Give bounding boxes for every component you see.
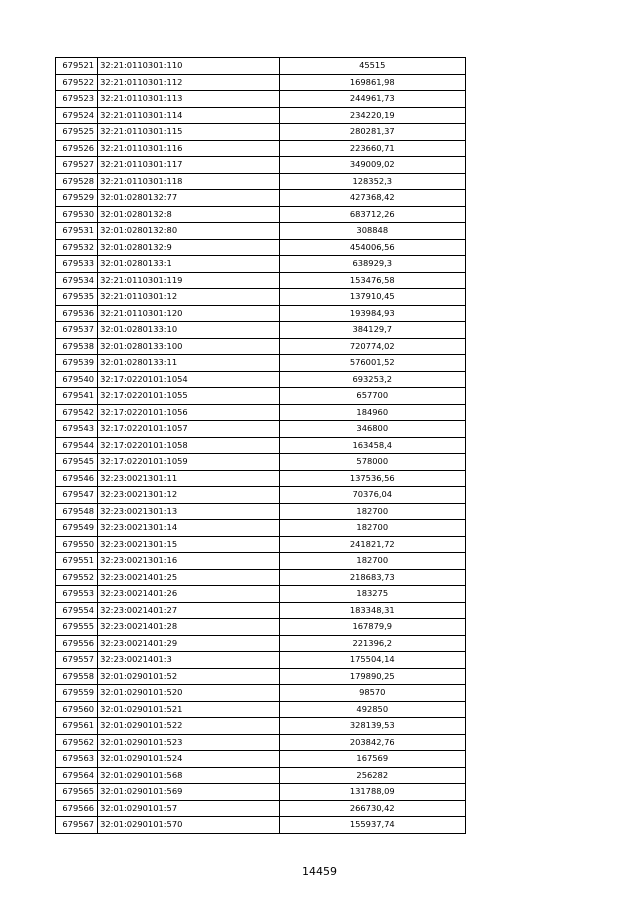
cadastral-number-cell: 32:01:0280133:100 <box>98 338 279 355</box>
table-row <box>56 454 466 471</box>
table-row <box>56 817 466 834</box>
table-row <box>56 223 466 240</box>
cadastral-number-cell: 32:23:0021301:11 <box>98 470 279 487</box>
cadastral-number-cell: 32:01:0290101:522 <box>98 718 279 735</box>
row-number-cell: 679561 <box>56 718 98 735</box>
row-number-cell: 679548 <box>56 503 98 520</box>
cadastral-value-cell: 427368,42 <box>279 190 465 207</box>
cadastral-number-cell: 32:17:0220101:1054 <box>98 371 279 388</box>
row-number-cell: 679536 <box>56 305 98 322</box>
cadastral-value-cell: 182700 <box>279 553 465 570</box>
cadastral-number-cell: 32:21:0110301:120 <box>98 305 279 322</box>
cadastral-number-cell: 32:23:0021301:15 <box>98 536 279 553</box>
row-number-cell: 679541 <box>56 388 98 405</box>
cadastral-number-cell: 32:23:0021401:25 <box>98 569 279 586</box>
cadastral-number-cell: 32:23:0021401:26 <box>98 586 279 603</box>
row-number-cell: 679521 <box>56 58 98 75</box>
row-number-cell: 679542 <box>56 404 98 421</box>
row-number-cell: 679522 <box>56 74 98 91</box>
cadastral-number-cell: 32:23:0021401:27 <box>98 602 279 619</box>
cadastral-value-cell: 492850 <box>279 701 465 718</box>
row-number-cell: 679549 <box>56 520 98 537</box>
row-number-cell: 679532 <box>56 239 98 256</box>
cadastral-number-cell: 32:23:0021401:28 <box>98 619 279 636</box>
row-number-cell: 679562 <box>56 734 98 751</box>
cadastral-number-cell: 32:17:0220101:1056 <box>98 404 279 421</box>
cadastral-value-cell: 155937,74 <box>279 817 465 834</box>
row-number-cell: 679567 <box>56 817 98 834</box>
table-row <box>56 124 466 141</box>
cadastral-number-cell: 32:01:0290101:570 <box>98 817 279 834</box>
cadastral-value-cell: 221396,2 <box>279 635 465 652</box>
cadastral-number-cell: 32:21:0110301:119 <box>98 272 279 289</box>
row-number-cell: 679534 <box>56 272 98 289</box>
cadastral-value-cell: 169861,98 <box>279 74 465 91</box>
table-row <box>56 652 466 669</box>
table-row <box>56 553 466 570</box>
cadastral-value-cell: 638929,3 <box>279 256 465 273</box>
table-row <box>56 487 466 504</box>
table-row <box>56 289 466 306</box>
cadastral-value-cell: 218683,73 <box>279 569 465 586</box>
table-row <box>56 503 466 520</box>
cadastral-value-cell: 576001,52 <box>279 355 465 372</box>
row-number-cell: 679552 <box>56 569 98 586</box>
cadastral-number-cell: 32:17:0220101:1059 <box>98 454 279 471</box>
cadastral-value-cell: 193984,93 <box>279 305 465 322</box>
table-row <box>56 800 466 817</box>
cadastral-value-cell: 70376,04 <box>279 487 465 504</box>
cadastral-number-cell: 32:01:0290101:523 <box>98 734 279 751</box>
table-row <box>56 338 466 355</box>
cadastral-number-cell: 32:01:0280133:1 <box>98 256 279 273</box>
table-row <box>56 305 466 322</box>
cadastral-number-cell: 32:01:0290101:520 <box>98 685 279 702</box>
table-row <box>56 190 466 207</box>
row-number-cell: 679531 <box>56 223 98 240</box>
cadastral-number-cell: 32:21:0110301:113 <box>98 91 279 108</box>
row-number-cell: 679546 <box>56 470 98 487</box>
row-number-cell: 679560 <box>56 701 98 718</box>
table-row <box>56 536 466 553</box>
cadastral-value-cell: 184960 <box>279 404 465 421</box>
row-number-cell: 679556 <box>56 635 98 652</box>
row-number-cell: 679555 <box>56 619 98 636</box>
table-row <box>56 734 466 751</box>
table-row <box>56 256 466 273</box>
table-row <box>56 767 466 784</box>
cadastral-number-cell: 32:01:0290101:521 <box>98 701 279 718</box>
cadastral-number-cell: 32:01:0280133:10 <box>98 322 279 339</box>
table-body <box>56 58 466 834</box>
cadastral-number-cell: 32:21:0110301:12 <box>98 289 279 306</box>
cadastral-number-cell: 32:01:0290101:52 <box>98 668 279 685</box>
row-number-cell: 679547 <box>56 487 98 504</box>
row-number-cell: 679554 <box>56 602 98 619</box>
table-row <box>56 701 466 718</box>
table-row <box>56 157 466 174</box>
cadastral-value-cell: 223660,71 <box>279 140 465 157</box>
cadastral-number-cell: 32:23:0021301:13 <box>98 503 279 520</box>
cadastral-number-cell: 32:01:0280132:77 <box>98 190 279 207</box>
cadastral-number-cell: 32:21:0110301:110 <box>98 58 279 75</box>
cadastral-value-cell: 683712,26 <box>279 206 465 223</box>
cadastral-number-cell: 32:01:0290101:57 <box>98 800 279 817</box>
cadastral-value-cell: 578000 <box>279 454 465 471</box>
cadastral-value-cell: 45515 <box>279 58 465 75</box>
table-row <box>56 239 466 256</box>
row-number-cell: 679528 <box>56 173 98 190</box>
cadastral-number-cell: 32:01:0280133:11 <box>98 355 279 372</box>
cadastral-value-cell: 153476,58 <box>279 272 465 289</box>
row-number-cell: 679530 <box>56 206 98 223</box>
table-row <box>56 388 466 405</box>
row-number-cell: 679538 <box>56 338 98 355</box>
row-number-cell: 679527 <box>56 157 98 174</box>
cadastral-number-cell: 32:01:0290101:524 <box>98 751 279 768</box>
row-number-cell: 679525 <box>56 124 98 141</box>
row-number-cell: 679557 <box>56 652 98 669</box>
table-row <box>56 685 466 702</box>
cadastral-number-cell: 32:23:0021401:3 <box>98 652 279 669</box>
cadastral-value-cell: 183348,31 <box>279 602 465 619</box>
row-number-cell: 679529 <box>56 190 98 207</box>
cadastral-number-cell: 32:21:0110301:114 <box>98 107 279 124</box>
cadastral-value-cell: 182700 <box>279 503 465 520</box>
table-row <box>56 520 466 537</box>
cadastral-number-cell: 32:21:0110301:117 <box>98 157 279 174</box>
cadastral-value-cell: 183275 <box>279 586 465 603</box>
row-number-cell: 679566 <box>56 800 98 817</box>
cadastral-value-cell: 328139,53 <box>279 718 465 735</box>
cadastral-value-cell: 454006,56 <box>279 239 465 256</box>
row-number-cell: 679565 <box>56 784 98 801</box>
row-number-cell: 679545 <box>56 454 98 471</box>
cadastral-number-cell: 32:23:0021401:29 <box>98 635 279 652</box>
table-row <box>56 635 466 652</box>
cadastral-value-cell: 167879,9 <box>279 619 465 636</box>
table-row <box>56 322 466 339</box>
row-number-cell: 679544 <box>56 437 98 454</box>
cadastral-value-cell: 163458,4 <box>279 437 465 454</box>
cadastral-value-cell: 349009,02 <box>279 157 465 174</box>
cadastral-value-cell: 182700 <box>279 520 465 537</box>
row-number-cell: 679543 <box>56 421 98 438</box>
table-row <box>56 751 466 768</box>
cadastral-number-cell: 32:23:0021301:16 <box>98 553 279 570</box>
row-number-cell: 679553 <box>56 586 98 603</box>
cadastral-number-cell: 32:01:0290101:568 <box>98 767 279 784</box>
table-row <box>56 272 466 289</box>
cadastral-value-cell: 137910,45 <box>279 289 465 306</box>
cadastral-value-cell: 280281,37 <box>279 124 465 141</box>
cadastral-number-cell: 32:21:0110301:115 <box>98 124 279 141</box>
row-number-cell: 679558 <box>56 668 98 685</box>
table-row <box>56 371 466 388</box>
cadastral-value-cell: 244961,73 <box>279 91 465 108</box>
cadastral-value-cell: 98570 <box>279 685 465 702</box>
cadastral-number-cell: 32:01:0280132:80 <box>98 223 279 240</box>
row-number-cell: 679526 <box>56 140 98 157</box>
table-row <box>56 668 466 685</box>
cadastral-number-cell: 32:23:0021301:12 <box>98 487 279 504</box>
cadastral-value-cell: 167569 <box>279 751 465 768</box>
row-number-cell: 679537 <box>56 322 98 339</box>
cadastral-number-cell: 32:17:0220101:1058 <box>98 437 279 454</box>
cadastral-value-cell: 128352,3 <box>279 173 465 190</box>
table-row <box>56 91 466 108</box>
row-number-cell: 679563 <box>56 751 98 768</box>
cadastral-number-cell: 32:01:0290101:569 <box>98 784 279 801</box>
cadastral-number-cell: 32:17:0220101:1057 <box>98 421 279 438</box>
cadastral-value-cell: 234220,19 <box>279 107 465 124</box>
row-number-cell: 679523 <box>56 91 98 108</box>
cadastral-value-table <box>55 57 466 834</box>
cadastral-value-cell: 384129,7 <box>279 322 465 339</box>
table-row <box>56 586 466 603</box>
table-row <box>56 619 466 636</box>
table-row <box>56 74 466 91</box>
table-row <box>56 784 466 801</box>
table-row <box>56 58 466 75</box>
row-number-cell: 679564 <box>56 767 98 784</box>
table-row <box>56 206 466 223</box>
cadastral-value-cell: 657700 <box>279 388 465 405</box>
cadastral-value-cell: 693253,2 <box>279 371 465 388</box>
table-row <box>56 140 466 157</box>
cadastral-value-cell: 179890,25 <box>279 668 465 685</box>
cadastral-value-cell: 241821,72 <box>279 536 465 553</box>
row-number-cell: 679550 <box>56 536 98 553</box>
row-number-cell: 679524 <box>56 107 98 124</box>
cadastral-value-cell: 346800 <box>279 421 465 438</box>
row-number-cell: 679539 <box>56 355 98 372</box>
row-number-cell: 679533 <box>56 256 98 273</box>
table-row <box>56 718 466 735</box>
cadastral-value-cell: 308848 <box>279 223 465 240</box>
table-row <box>56 173 466 190</box>
table-row <box>56 602 466 619</box>
cadastral-value-cell: 203842,76 <box>279 734 465 751</box>
cadastral-number-cell: 32:21:0110301:116 <box>98 140 279 157</box>
table-row <box>56 569 466 586</box>
row-number-cell: 679551 <box>56 553 98 570</box>
table-row <box>56 421 466 438</box>
cadastral-value-cell: 266730,42 <box>279 800 465 817</box>
cadastral-number-cell: 32:17:0220101:1055 <box>98 388 279 405</box>
cadastral-number-cell: 32:23:0021301:14 <box>98 520 279 537</box>
row-number-cell: 679559 <box>56 685 98 702</box>
page-number: 14459 <box>302 865 337 878</box>
table-row <box>56 437 466 454</box>
row-number-cell: 679535 <box>56 289 98 306</box>
table-row <box>56 404 466 421</box>
cadastral-number-cell: 32:01:0280132:8 <box>98 206 279 223</box>
cadastral-value-cell: 720774,02 <box>279 338 465 355</box>
table-row <box>56 107 466 124</box>
cadastral-number-cell: 32:01:0280132:9 <box>98 239 279 256</box>
row-number-cell: 679540 <box>56 371 98 388</box>
cadastral-value-cell: 256282 <box>279 767 465 784</box>
cadastral-value-cell: 131788,09 <box>279 784 465 801</box>
cadastral-value-cell: 137536,56 <box>279 470 465 487</box>
table-row <box>56 470 466 487</box>
table-row <box>56 355 466 372</box>
cadastral-number-cell: 32:21:0110301:118 <box>98 173 279 190</box>
cadastral-number-cell: 32:21:0110301:112 <box>98 74 279 91</box>
cadastral-value-cell: 175504,14 <box>279 652 465 669</box>
